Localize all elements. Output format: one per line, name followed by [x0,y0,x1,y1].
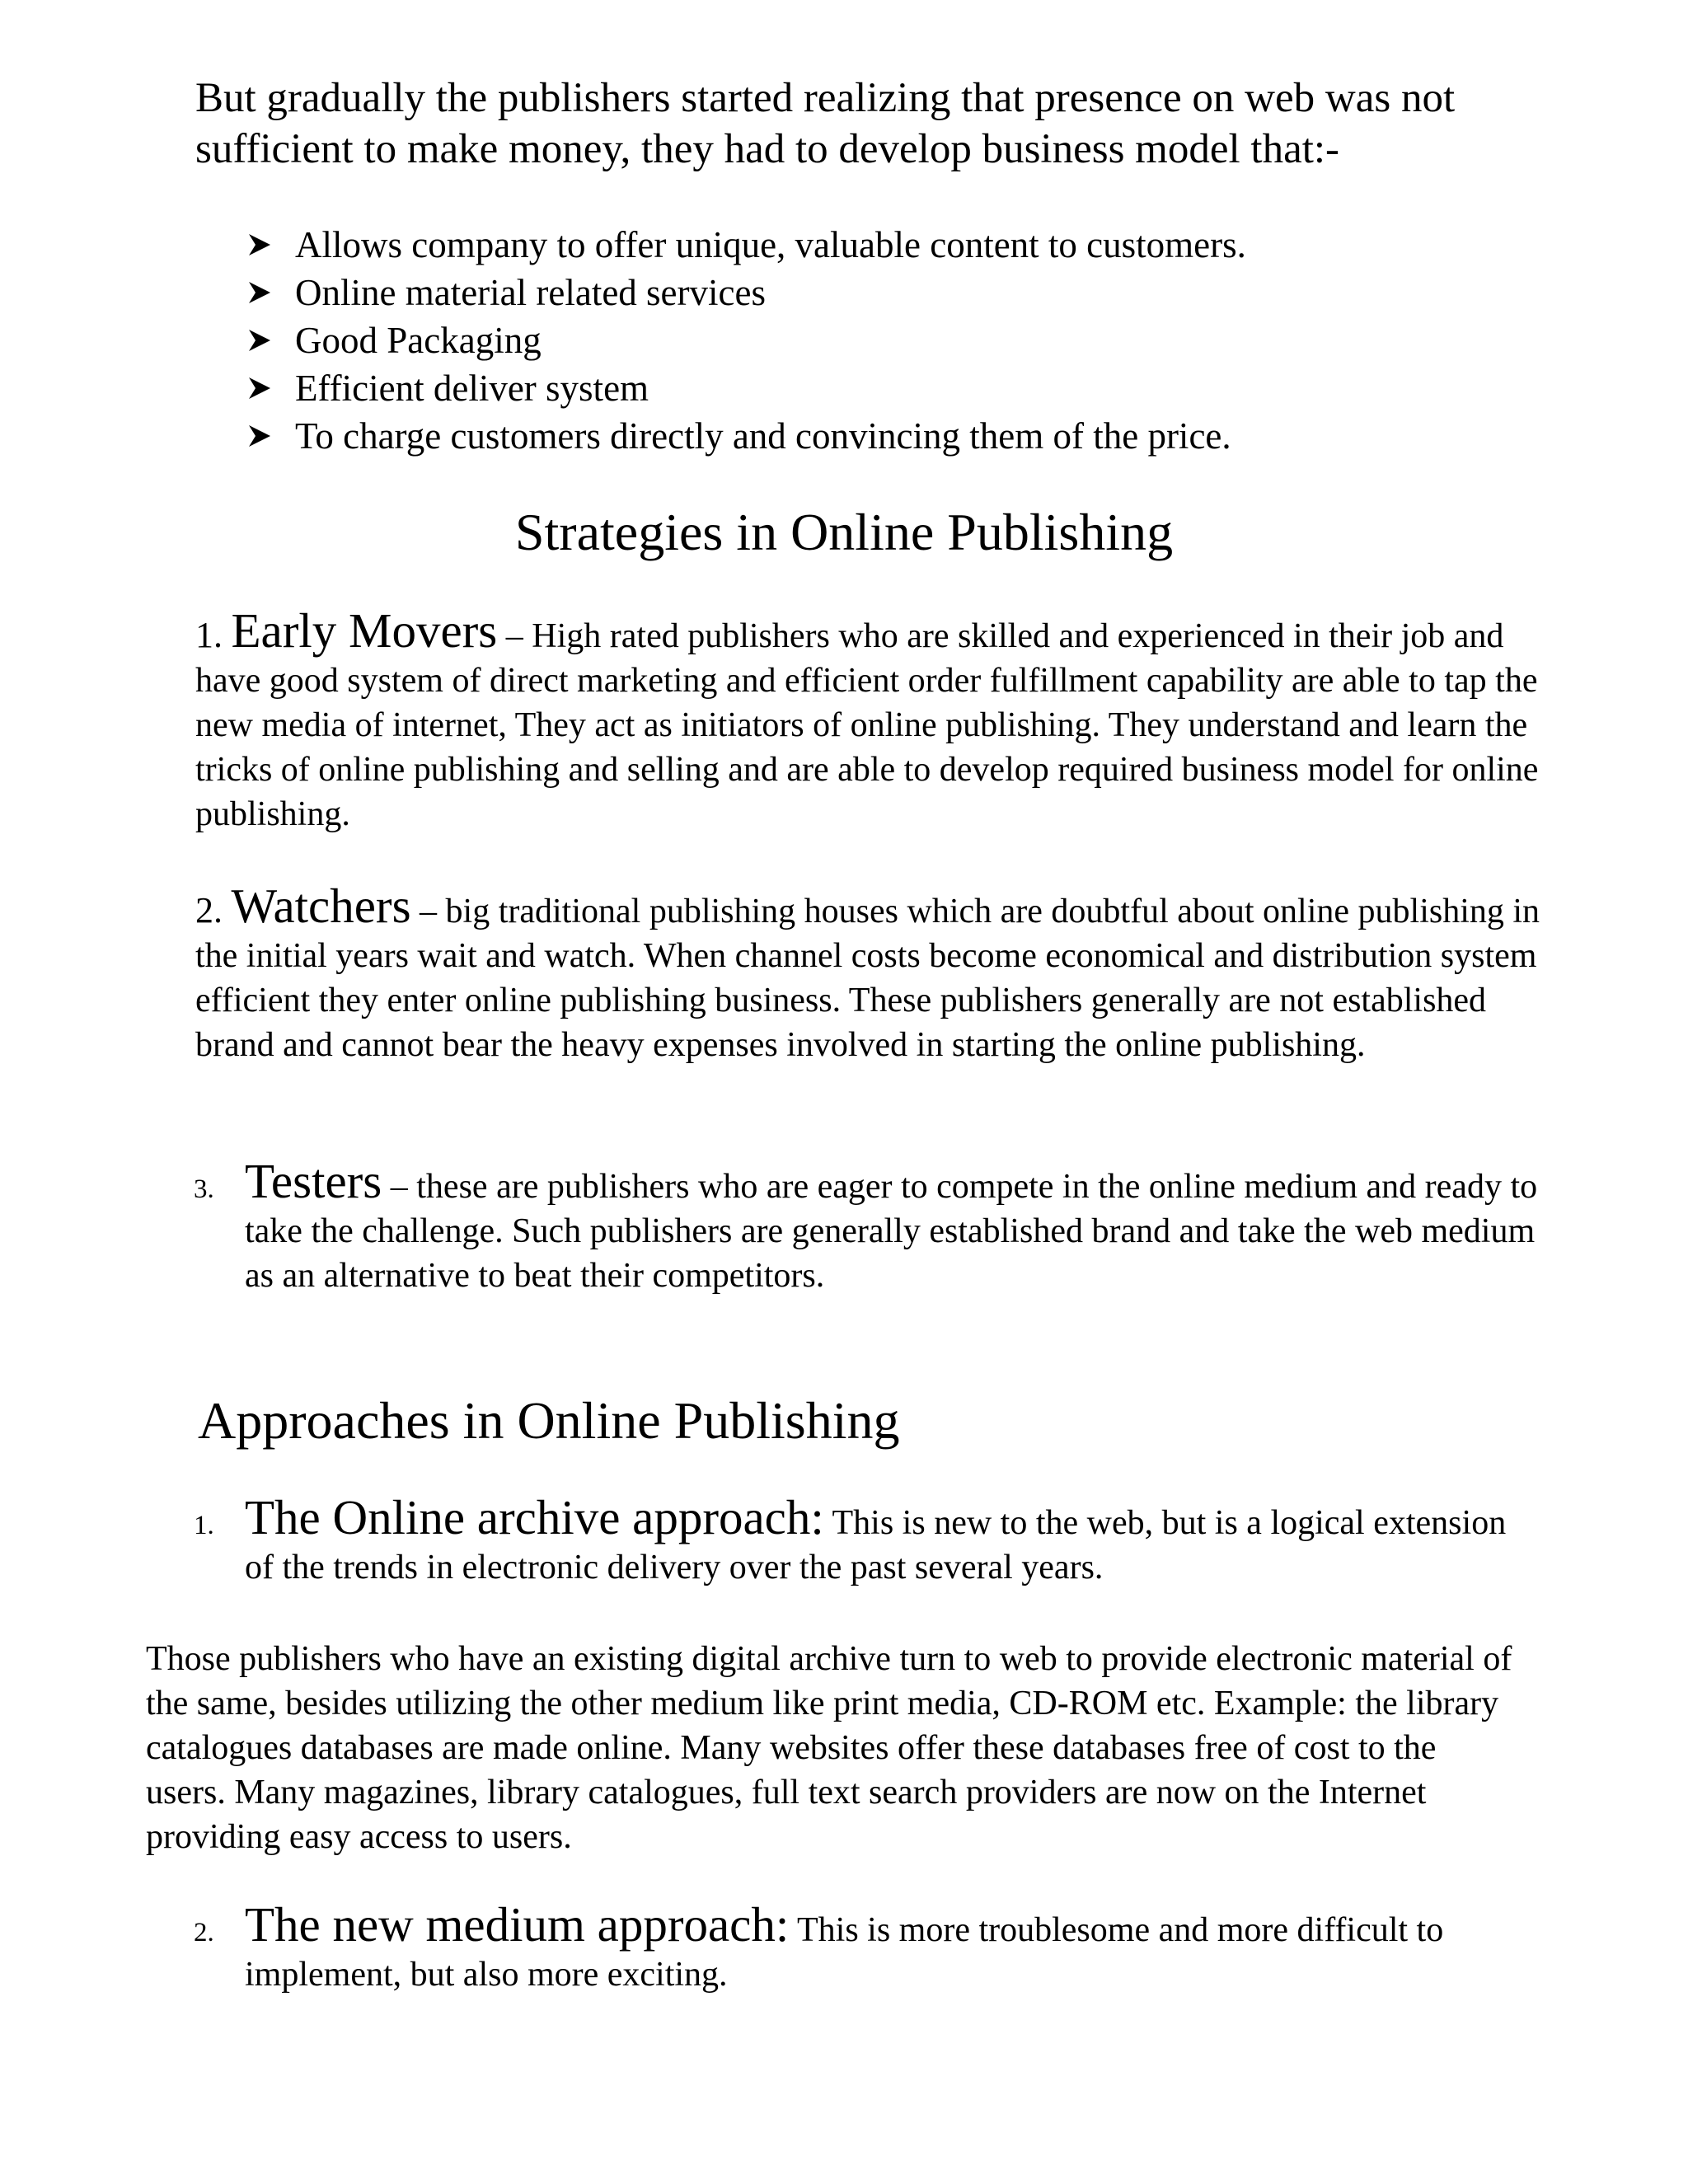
arrowhead-bullet-icon [247,328,272,353]
approach-description: This is more troublesome and more difficult to implement, but also more exciting. [245,1911,1444,1994]
list-item [247,221,1484,269]
list-item [247,364,1484,412]
approach-description: This is new to the web, but is a logical extension of the trends in electronic delivery over the past several years. [245,1504,1507,1586]
strategy-term: Testers [245,1154,382,1208]
strategy-testers [194,1154,1547,1298]
approach-online-archive [194,1490,1531,1590]
strategy-term: Early Movers [231,603,498,658]
strategy-early-movers [195,603,1547,837]
list-item [247,316,1484,364]
list-item-text: Efficient deliver system [295,368,649,409]
strategy-watchers [195,879,1555,1067]
arrowhead-bullet-icon [247,376,272,401]
strategy-number: 2. [195,890,223,930]
approach-term: The Online archive approach: [245,1490,824,1544]
list-item-text: To charge customers directly and convincing them of the price. [295,415,1231,457]
archive-paragraph: Those publishers who have an existing digital archive turn to web to provide electronic material of the same, besides utilizing the other medium like print media, CD-ROM etc. Example: the library catalogues databases are made online. Many websites offer these databases free of cost to the users. Many magazines, library catalogues, full text search providers are now on the Internet providing easy access to users. [146,1640,1512,1856]
strategy-term: Watchers [231,879,411,933]
approach-number: 2. [194,1918,214,1947]
strategy-description: – big traditional publishing houses which are doubtful about online publishing in the initial years wait and watch. When channel costs become economical and distribution system efficient they enter online publishing business. These publishers generally are not established brand and cannot bear the heavy expenses involved in starting the online publishing. [195,893,1540,1064]
list-item-text: Allows company to offer unique, valuable content to customers. [295,224,1246,265]
intro-paragraph: But gradually the publishers started realizing that presence on web was not sufficient to make money, they had to develop business model that:- [195,75,1456,172]
approach-number: 1. [194,1511,214,1540]
strategy-description: – these are publishers who are eager to compete in the online medium and ready to take the challenge. Such publishers are generally established brand and take the web medium as an alternative to beat their competitors. [245,1168,1538,1295]
strategy-number: 1. [195,615,223,655]
arrowhead-bullet-icon [247,232,272,257]
approach-new-medium [194,1897,1547,1997]
arrowhead-bullet-icon [247,280,272,305]
list-item-text: Online material related services [295,272,766,313]
business-model-list [247,221,1484,460]
list-item [247,269,1484,316]
arrowhead-bullet-icon [247,424,272,448]
strategy-number: 3. [194,1174,214,1204]
approaches-heading: Approaches in Online Publishing [198,1391,900,1450]
strategy-description: – High rated publishers who are skilled and experienced in their job and have good system of direct marketing and efficient order fulfillment capability are able to tap the new media of internet, They act as initiators of online publishing. They understand and learn the tricks of online publishing and selling and are able to develop required business model for online publishing. [195,617,1539,833]
approach-term: The new medium approach: [245,1897,790,1952]
list-item-text: Good Packaging [295,320,542,361]
strategies-heading: Strategies in Online Publishing [514,503,1174,561]
list-item [247,412,1484,460]
